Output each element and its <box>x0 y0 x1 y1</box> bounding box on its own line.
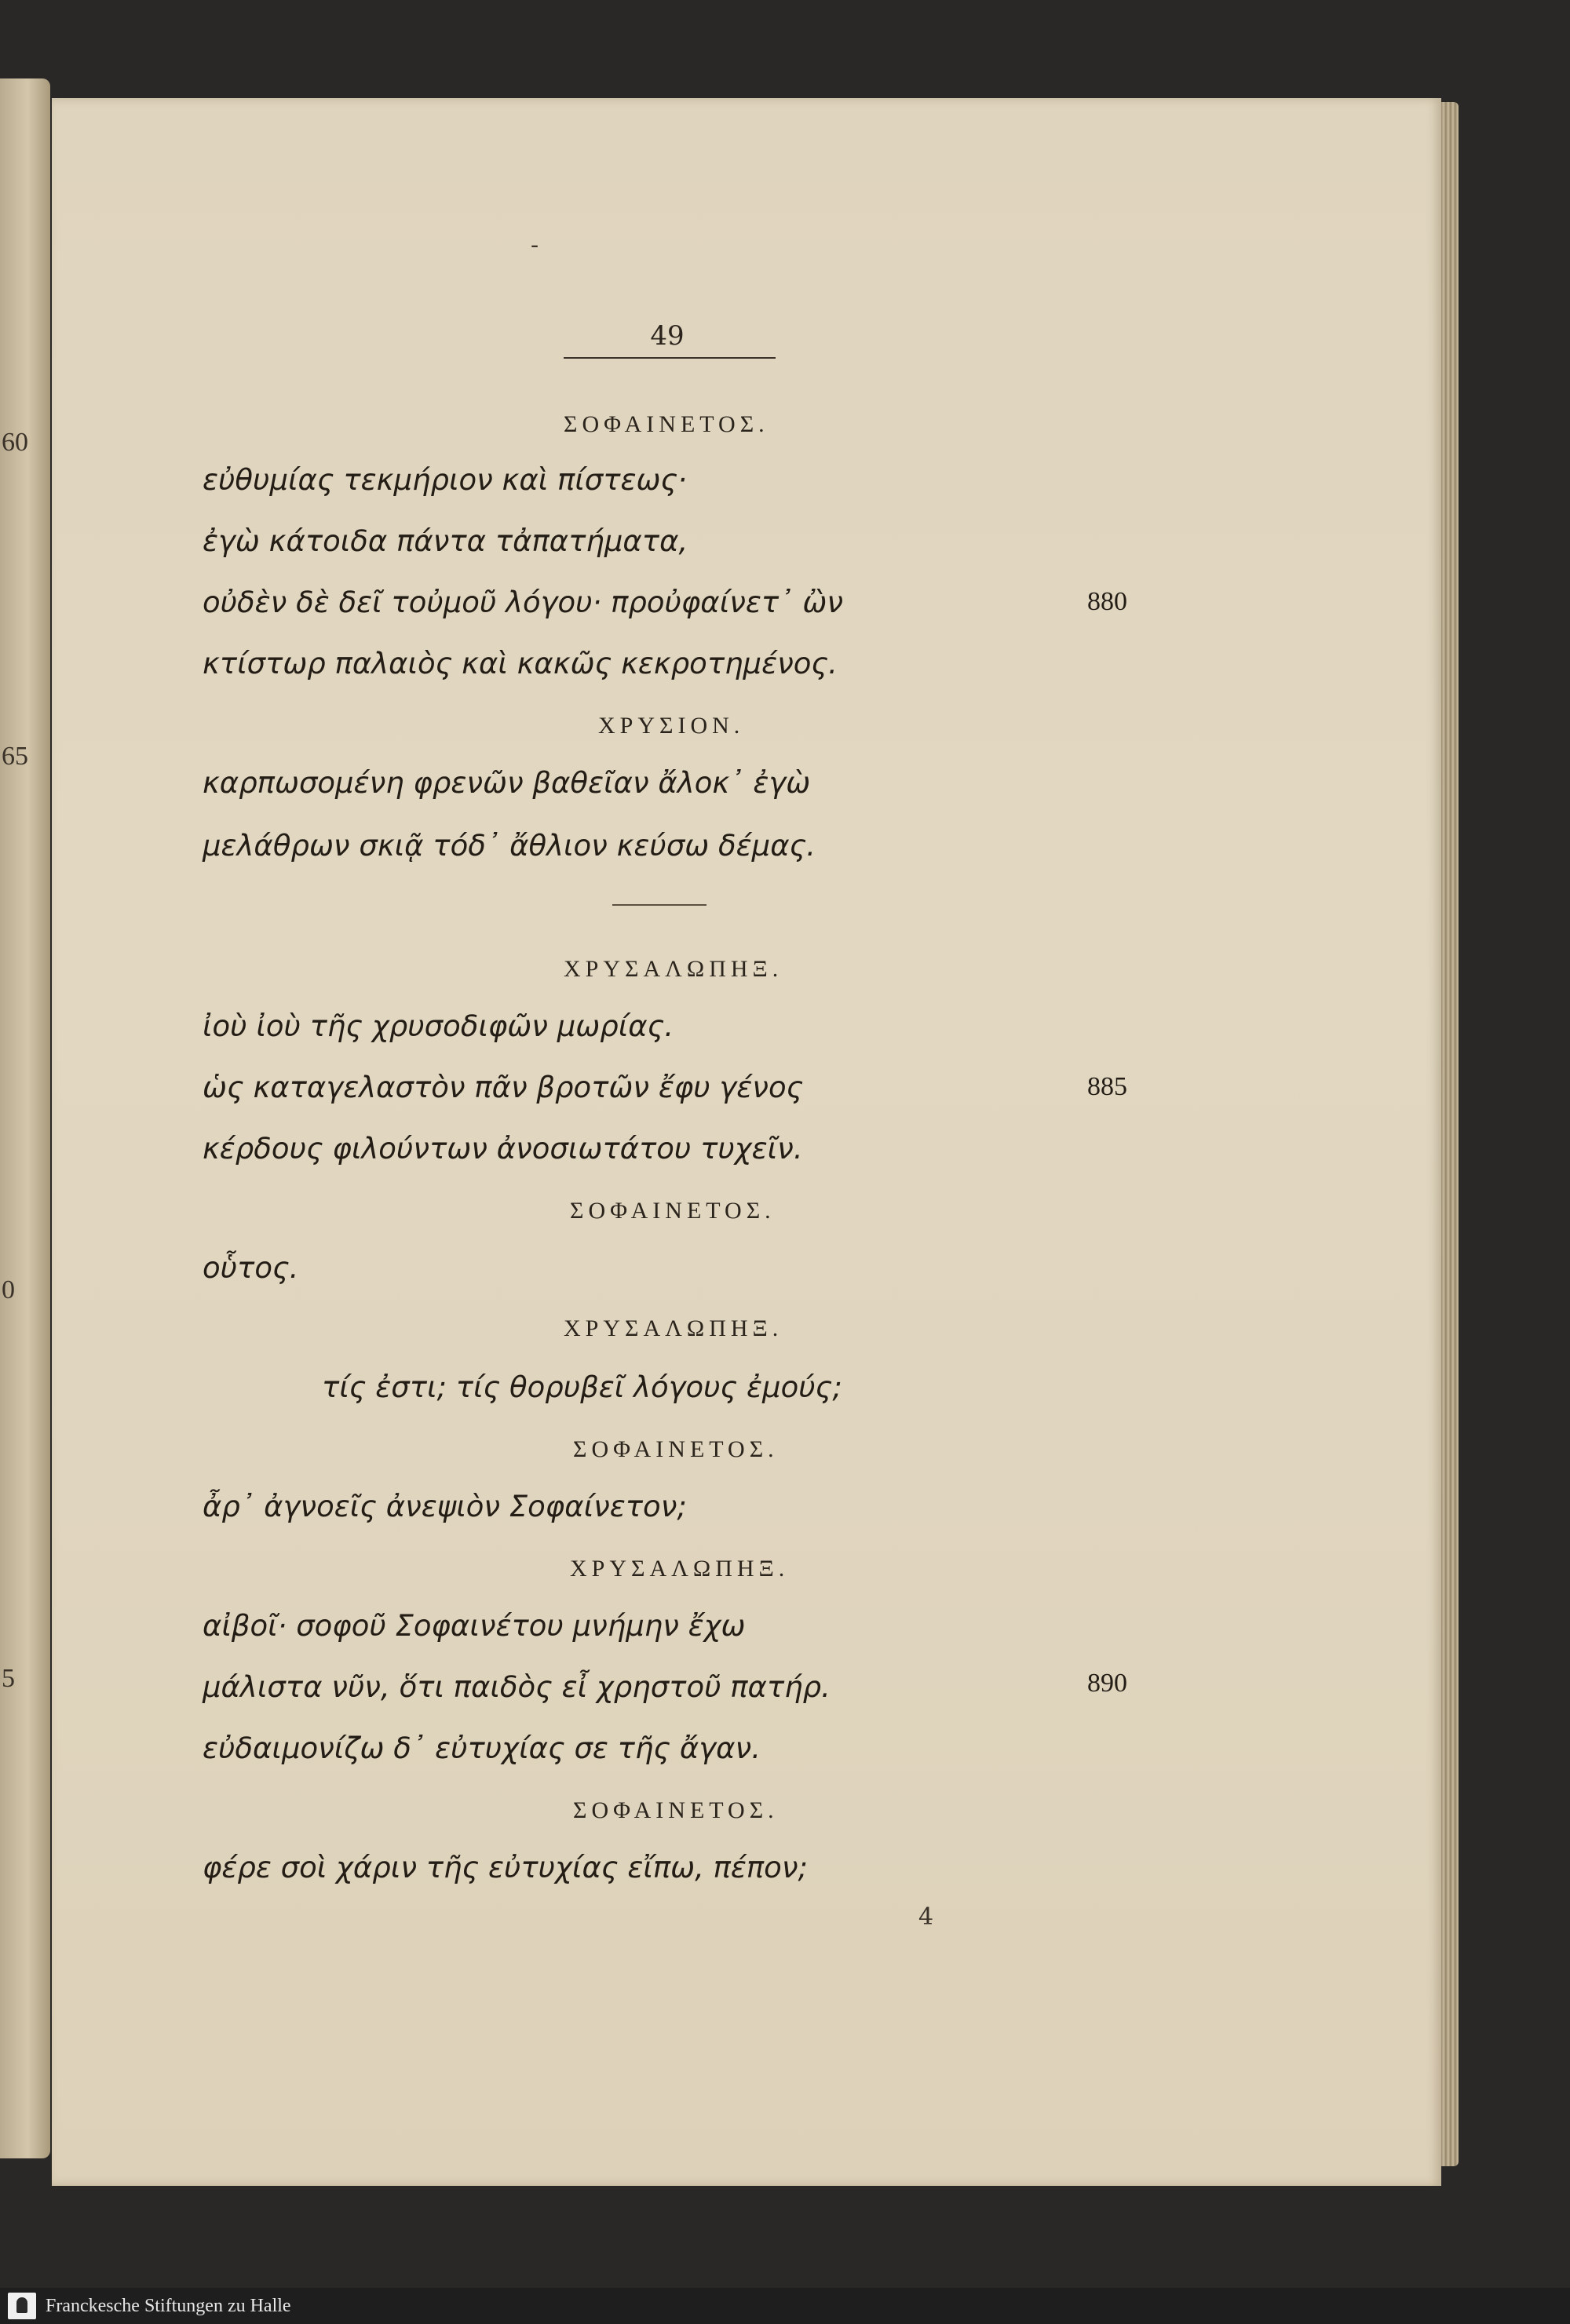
speaker-label: ΣΟΦΑΙΝΕΤΟΣ. <box>570 1198 776 1224</box>
verse-line: οὐδὲν δὲ δεῖ τοὐμοῦ λόγου· προὐφαίνετ᾽ ὢν <box>203 586 844 619</box>
institution-logo-icon <box>8 2293 36 2319</box>
facing-page-line-number: 65 <box>2 742 28 771</box>
verse-line: μάλιστα νῦν, ὅτι παιδὸς εἶ χρηστοῦ πατήρ. <box>203 1670 831 1704</box>
verse-line: φέρε σοὶ χάριν τῆς εὐτυχίας εἴπω, πέπον; <box>203 1851 808 1884</box>
speaker-label: ΣΟΦΑΙΝΕΤΟΣ. <box>573 1797 779 1823</box>
verse-line: ὡς καταγελαστὸν πᾶν βροτῶν ἔφυ γένος <box>203 1071 804 1104</box>
header-dash: - <box>531 232 539 259</box>
verse-line: εὐδαιμονίζω δ᾽ εὐτυχίας σε τῆς ἄγαν. <box>203 1731 761 1765</box>
verse-line: καρπωσομένη φρενῶν βαθεῖαν ἄλοκ᾽ ἐγὼ <box>203 766 811 800</box>
verse-line: ἆρ᾽ ἀγνοεῖς ἀνεψιὸν Σοφαίνετον; <box>203 1490 687 1523</box>
page-stack-edge <box>1441 102 1459 2166</box>
speaker-label: ΧΡΥΣΑΛΩΠΗΞ. <box>564 1315 783 1341</box>
speaker-label: ΧΡΥΣΑΛΩΠΗΞ. <box>564 956 783 982</box>
section-divider <box>612 904 706 906</box>
verse-line: αἰβοῖ· σοφοῦ Σοφαινέτου μνήμην ἔχω <box>203 1609 746 1643</box>
verse-line: ἐγὼ κάτοιδα πάντα τἀπατήματα, <box>203 524 688 558</box>
speaker-label: ΣΟΦΑΙΝΕΤΟΣ. <box>573 1436 779 1462</box>
line-number: 880 <box>1087 587 1127 616</box>
verse-line: μελάθρων σκιᾷ τόδ᾽ ἄθλιον κεύσω δέμας. <box>203 829 816 863</box>
speaker-label: ΣΟΦΑΙΝΕΤΟΣ. <box>564 411 769 437</box>
verse-line: τίς ἐστι; τίς θορυβεῖ λόγους ἐμούς; <box>322 1370 842 1404</box>
speaker-label: ΧΡΥΣΑΛΩΠΗΞ. <box>570 1556 790 1582</box>
header-rule <box>564 357 776 359</box>
facing-page-line-number: 0 <box>2 1275 15 1304</box>
line-number: 890 <box>1087 1669 1127 1698</box>
footer-bar <box>0 2288 1570 2324</box>
facing-page-line-number: 60 <box>2 428 28 457</box>
verse-line: εὐθυμίας τεκμήριον καὶ πίστεως· <box>203 463 687 497</box>
signature-mark: 4 <box>918 1903 934 1931</box>
facing-page-line-number: 5 <box>2 1664 15 1693</box>
line-number: 885 <box>1087 1072 1127 1101</box>
page-number: 49 <box>650 320 685 352</box>
verse-line: ἰοὺ ἰοὺ τῆς χρυσοδιφῶν μωρίας. <box>203 1009 674 1043</box>
speaker-label: ΧΡΥΣΙΟΝ. <box>598 713 745 739</box>
footer-institution: Franckesche Stiftungen zu Halle <box>46 2296 291 2316</box>
facing-page-edge <box>0 78 50 2158</box>
verse-line: κτίστωρ παλαιὸς καὶ κακῶς κεκροτημένος. <box>203 647 838 680</box>
verse-line: οὗτος. <box>203 1251 299 1285</box>
verse-line: κέρδους φιλούντων ἀνοσιωτάτου τυχεῖν. <box>203 1132 803 1166</box>
